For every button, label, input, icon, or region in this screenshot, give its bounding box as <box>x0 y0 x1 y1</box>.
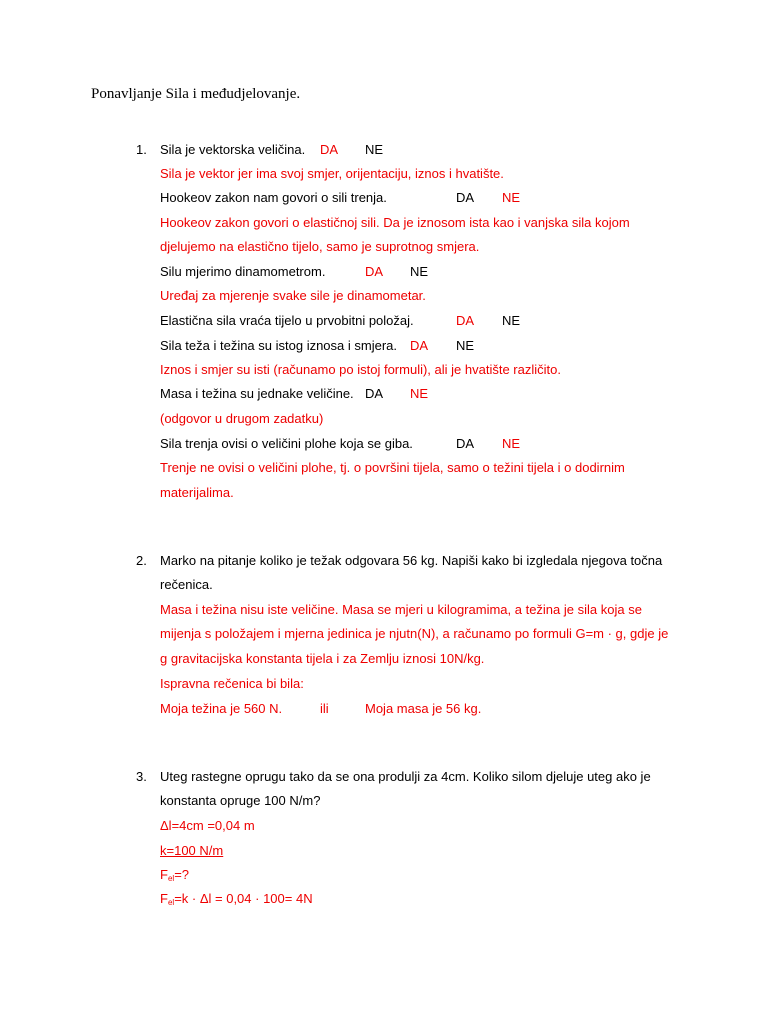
given-elongation: Δl=4cm =0,04 m <box>160 818 255 833</box>
statement-2: Hookeov zakon nam govori o sili trenja. <box>160 190 387 205</box>
force-subscript: el <box>167 874 175 883</box>
answer-da-5: DA <box>410 338 429 353</box>
answer-ne-1: NE <box>365 142 384 157</box>
answer-ne-5: NE <box>456 338 475 353</box>
unknown-marker: =? <box>174 867 190 882</box>
answer-da-6: DA <box>365 386 384 401</box>
statement-7: Sila trenja ovisi o veličini plohe koja se giba. <box>160 436 413 451</box>
answer-2-line-2: mijenja s položajem i mjerna jedinica je njutn(N), a računamo po formuli G=m · g, gdje je <box>160 626 669 641</box>
statement-5: Sila teža i težina su istog iznosa i smjera. <box>160 338 397 353</box>
question-number-1: 1. <box>136 142 147 157</box>
question-3-line-1: Uteg rastegne oprugu tako da se ona produlji za 4cm. Koliko silom djeluje uteg ako je <box>160 769 651 784</box>
answer-ne-7: NE <box>502 436 521 451</box>
answer-2-correct-weight: Moja težina je 560 N. <box>160 701 283 716</box>
answer-ne-2: NE <box>502 190 521 205</box>
given-spring-constant: k=100 N/m <box>160 843 224 858</box>
answer-2-line-4: Ispravna rečenica bi bila: <box>160 676 304 691</box>
question-2-line-2: rečenica. <box>160 577 213 592</box>
answer-2-or: ili <box>320 701 329 716</box>
answer-da-1: DA <box>320 142 339 157</box>
statement-4: Elastična sila vraća tijelo u prvobitni položaj. <box>160 313 414 328</box>
answer-2-line-3: g gravitacijska konstanta tijela i za Zemlju iznosi 10N/kg. <box>160 651 485 666</box>
explanation-2-line-1: Hookeov zakon govori o elastičnoj sili. Da je iznosom ista kao i vanjska sila kojom <box>160 215 630 230</box>
page-title: Ponavljanje Sila i međudjelovanje. <box>91 86 301 102</box>
force-subscript-2: el <box>167 898 175 907</box>
answer-da-2: DA <box>456 190 475 205</box>
force-symbol: F <box>160 867 168 882</box>
answer-da-4: DA <box>456 313 475 328</box>
explanation-2-line-2: djelujemo na elastično tijelo, samo je suprotnog smjera. <box>160 239 480 254</box>
statement-6: Masa i težina su jednake veličine. <box>160 386 354 401</box>
question-3-line-2: konstanta opruge 100 N/m? <box>160 793 321 808</box>
answer-da-3: DA <box>365 264 384 279</box>
explanation-5: Iznos i smjer su isti (računamo po istoj formuli), ali je hvatište različito. <box>160 362 561 377</box>
question-number-3: 3. <box>136 769 147 784</box>
explanation-7-line-1: Trenje ne ovisi o veličini plohe, tj. o površini tijela, samo o težini tijela i o dodirnim <box>160 460 625 475</box>
explanation-6: (odgovor u drugom zadatku) <box>160 411 324 426</box>
explanation-7-line-2: materijalima. <box>160 485 234 500</box>
force-symbol-2: F <box>160 891 168 906</box>
answer-ne-4: NE <box>502 313 521 328</box>
question-number-2: 2. <box>136 553 147 568</box>
explanation-3: Uređaj za mjerenje svake sile je dinamometar. <box>160 288 426 303</box>
answer-ne-3: NE <box>410 264 429 279</box>
force-calculation: =k · Δl = 0,04 · 100= 4N <box>174 891 313 906</box>
answer-2-line-1: Masa i težina nisu iste veličine. Masa se mjeri u kilogramima, a težina je sila koja se <box>160 602 642 617</box>
statement-3: Silu mjerimo dinamometrom. <box>160 264 326 279</box>
answer-ne-6: NE <box>410 386 429 401</box>
statement-1: Sila je vektorska veličina. <box>160 142 306 157</box>
explanation-1: Sila je vektor jer ima svoj smjer, orijentaciju, iznos i hvatište. <box>160 166 504 181</box>
answer-2-correct-mass: Moja masa je 56 kg. <box>365 701 482 716</box>
unknown-force <box>160 867 189 887</box>
question-2-line-1: Marko na pitanje koliko je težak odgovara 56 kg. Napiši kako bi izgledala njegova točna <box>160 553 663 568</box>
answer-da-7: DA <box>456 436 475 451</box>
force-formula <box>160 891 313 911</box>
